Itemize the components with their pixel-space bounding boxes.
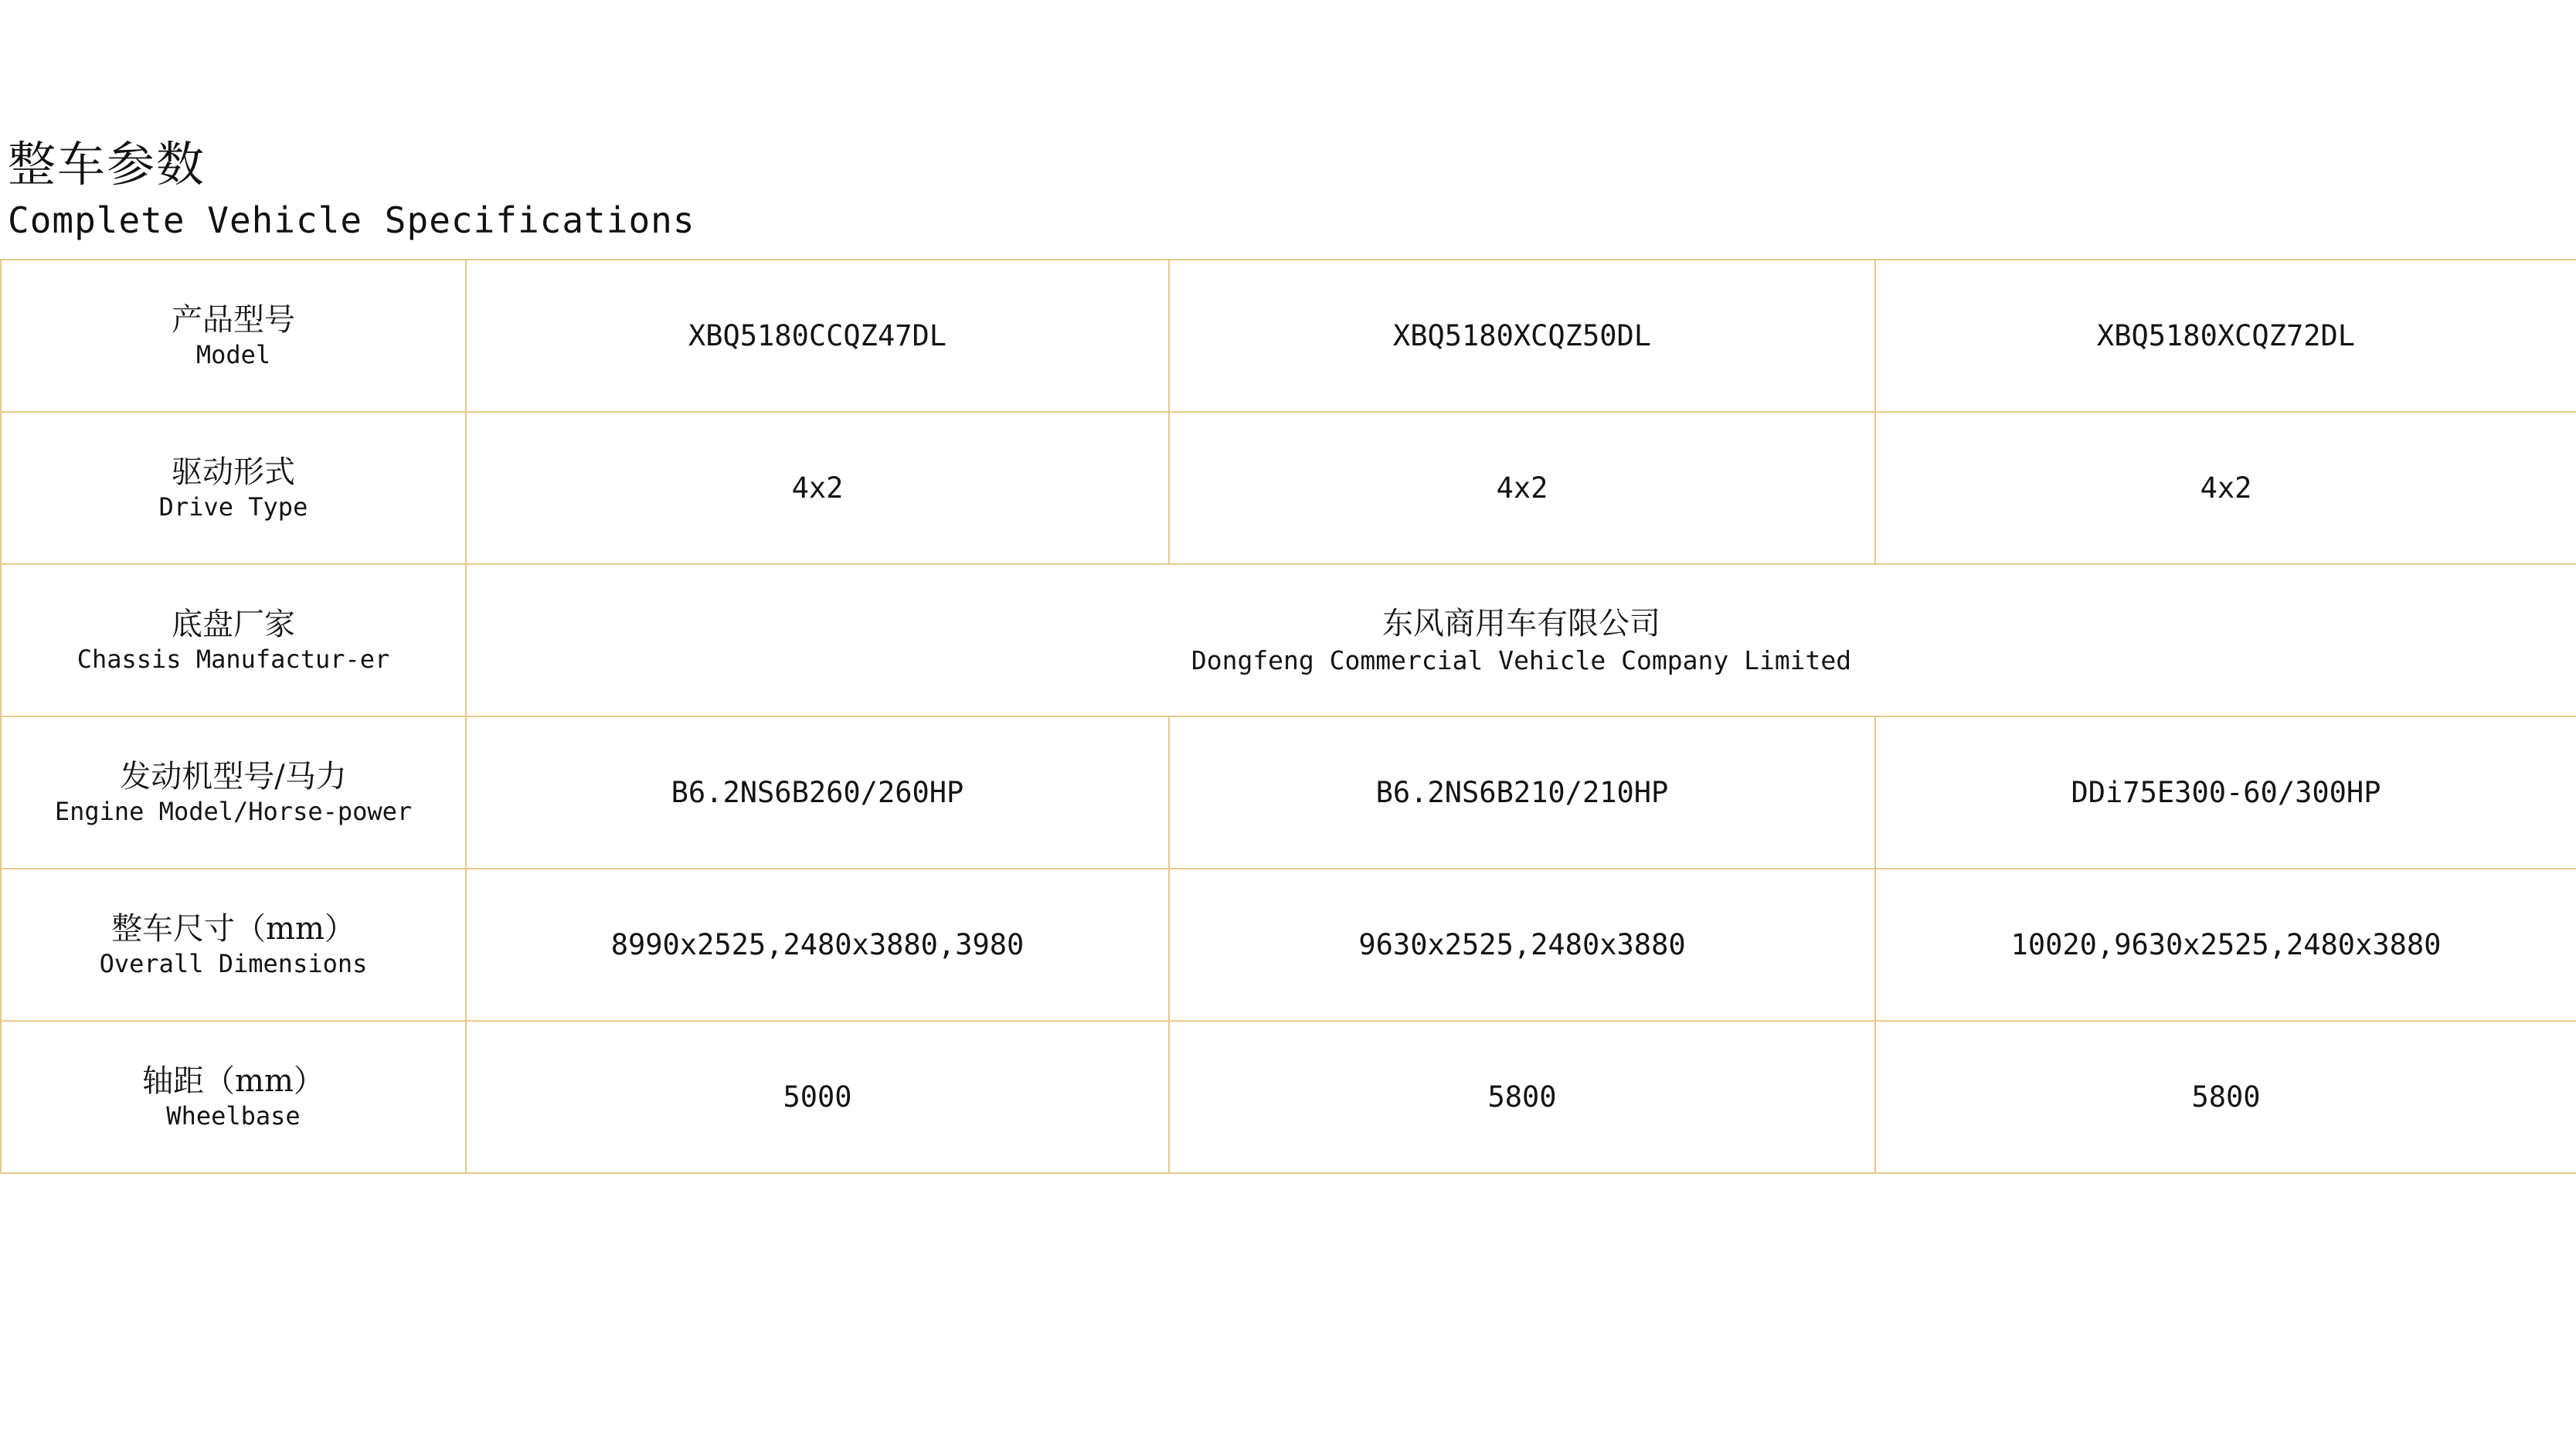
row-label-cn: 驱动形式 — [172, 454, 295, 490]
table-row — [1, 412, 2576, 564]
cell-value — [1169, 260, 1875, 412]
row-label-engine — [1, 716, 466, 869]
cell-value — [1875, 412, 2576, 564]
cell-value — [1169, 716, 1875, 869]
row-label-model — [1, 260, 466, 412]
row-label-drive-type — [1, 412, 466, 564]
cell-text: 9630x2525,2480x3880 — [1358, 927, 1686, 961]
cell-value — [1169, 1021, 1875, 1173]
cell-text: DDi75E300-60/300HP — [2071, 775, 2381, 809]
row-label-overall-dimensions — [1, 869, 466, 1021]
cell-value — [1875, 716, 2576, 869]
cell-text-cn: 东风商用车有限公司 — [1382, 605, 1660, 641]
cell-value-merged — [466, 564, 2576, 716]
page-title — [0, 0, 2576, 239]
row-label-cn: 底盘厂家 — [172, 606, 295, 642]
cell-text: XBQ5180XCQZ72DL — [2096, 318, 2356, 352]
row-label-wheelbase — [1, 1021, 466, 1173]
row-label-en: Drive Type — [158, 492, 308, 522]
cell-value — [466, 1021, 1169, 1173]
page-title-en: Complete Vehicle Specifications — [8, 199, 695, 241]
table-row — [1, 716, 2576, 869]
row-label-cn: 整车尺寸（mm） — [111, 910, 355, 947]
row-label-en: Chassis Manufactur-er — [76, 645, 390, 675]
cell-text: XBQ5180CCQZ47DL — [688, 318, 947, 352]
cell-value — [466, 412, 1169, 564]
row-label-en: Engine Model/Horse-power — [54, 797, 413, 827]
cell-text: 5800 — [2191, 1080, 2261, 1114]
cell-text: B6.2NS6B210/210HP — [1375, 775, 1669, 809]
cell-value — [466, 260, 1169, 412]
cell-value — [1169, 412, 1875, 564]
row-label-chassis-manufacturer — [1, 564, 466, 716]
cell-value — [466, 716, 1169, 869]
cell-text: 8990x2525,2480x3880,3980 — [610, 927, 1025, 961]
row-label-en: Model — [195, 340, 271, 370]
cell-text-en: Dongfeng Commercial Vehicle Company Limited — [1191, 645, 1852, 675]
cell-value — [1875, 260, 2576, 412]
row-label-cn: 产品型号 — [172, 301, 295, 338]
cell-text: 5800 — [1487, 1080, 1557, 1114]
cell-value — [1875, 1021, 2576, 1173]
cell-value — [1169, 869, 1875, 1021]
cell-text: 5000 — [783, 1080, 852, 1114]
table-row — [1, 1021, 2576, 1173]
table-row — [1, 260, 2576, 412]
cell-value — [1875, 869, 2576, 1021]
cell-text: 4x2 — [791, 471, 844, 505]
row-label-en: Overall Dimensions — [99, 949, 368, 979]
cell-text: B6.2NS6B260/260HP — [671, 775, 964, 809]
cell-text: 10020,9630x2525,2480x3880 — [2010, 927, 2442, 961]
row-label-cn: 轴距（mm） — [142, 1063, 325, 1099]
table-row — [1, 564, 2576, 716]
cell-value — [466, 869, 1169, 1021]
cell-text: XBQ5180XCQZ50DL — [1392, 318, 1652, 352]
specifications-table — [0, 259, 2576, 1174]
row-label-en: Wheelbase — [166, 1101, 301, 1131]
row-label-cn: 发动机型号/马力 — [120, 758, 347, 794]
cell-text: 4x2 — [1496, 471, 1548, 505]
page-title-cn: 整车参数 — [8, 136, 206, 192]
table-row — [1, 869, 2576, 1021]
cell-text: 4x2 — [2200, 471, 2252, 505]
